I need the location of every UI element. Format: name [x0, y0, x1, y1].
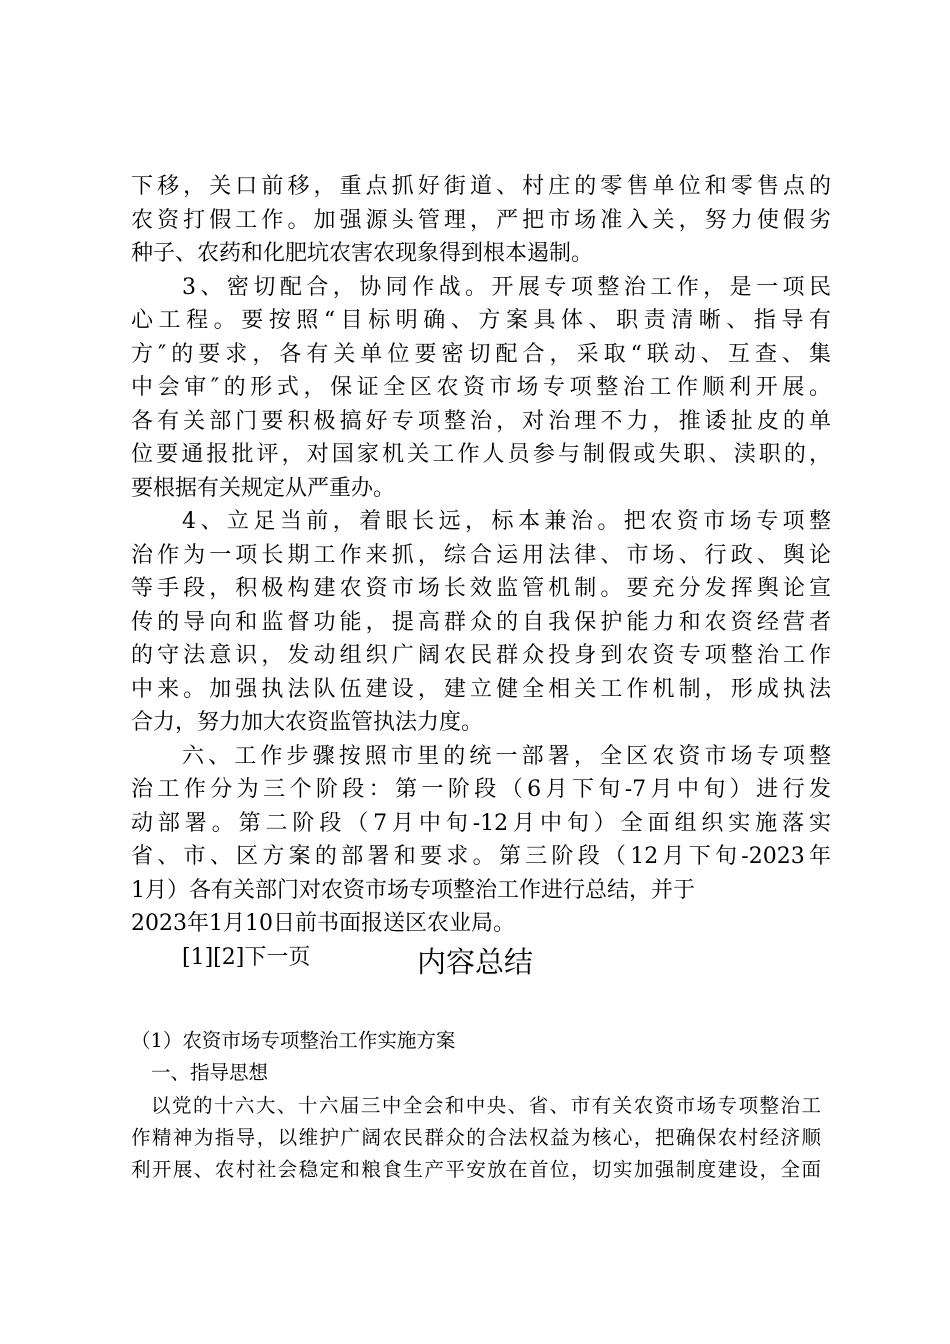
body-line: 等手段，积极构建农资市场长效监管机制。要充分发挥舆论宣 — [131, 576, 831, 601]
body-line: 种子、农药和化肥坑农害农现象得到根本遏制。 — [131, 241, 594, 266]
body-line: 3、密切配合，协同作战。开展专项整治工作，是一项民 — [182, 274, 831, 300]
summary-line: 以党的十六大、十六届三中全会和中央、省、市有关农资市场专项整治工 — [151, 1093, 821, 1117]
body-line: 治工作分为三个阶段：第一阶段（6月下旬-7月中旬）进行发 — [131, 777, 831, 802]
body-line: 的守法意识，发动组织广阔农民群众投身到农资专项整治工作 — [131, 643, 831, 668]
body-line: 1月）各有关部门对农资市场专项整治工作进行总结，并于 — [131, 877, 695, 903]
body-line: 要根据有关规定从严重办。 — [131, 475, 396, 501]
body-line: 治作为一项长期工作来抓，综合运用法律、市场、行政、舆论 — [131, 542, 831, 568]
body-line: 六、工作步骤按照市里的统一部署，全区农资市场专项整 — [182, 743, 831, 769]
body-text — [131, 170, 831, 974]
body-line: 4、立足当前，着眼长远，标本兼治。把农资市场专项整 — [182, 509, 831, 534]
body-line: 下移，关口前移，重点抓好街道、村庄的零售单位和零售点的 — [131, 174, 831, 199]
body-line: 中会审″的形式，保证全区农资市场专项整治工作顺利开展。 — [131, 375, 831, 400]
summary-line: 作精神为指导，以维护广阔农民群众的合法权益为核心，把确保农村经济顺 — [131, 1125, 821, 1149]
body-line: 位要通报批评，对国家机关工作人员参与制假或失职、渎职的， — [131, 442, 831, 467]
body-line: 2023年1月10日前书面报送区农业局。 — [131, 911, 515, 936]
summary-line: （1）农资市场专项整治工作实施方案 — [131, 1029, 456, 1052]
summary-text — [131, 1025, 821, 1186]
body-line: 省、市、区方案的部署和要求。第三阶段（12月下旬-2023年 — [131, 844, 831, 869]
body-line: 农资打假工作。加强源头管理，严把市场准入关，努力使假劣 — [131, 207, 831, 233]
body-line: 合力，努力加大农资监管执法力度。 — [131, 710, 484, 735]
body-line: 中来。加强执法队伍建设，建立健全相关工作机制，形成执法 — [131, 676, 831, 702]
pagination-links[interactable]: [1][2]下一页 — [182, 944, 311, 970]
summary-line: 利开展、农村社会稳定和粮食生产平安放在首位，切实加强制度建设，全面 — [131, 1158, 821, 1182]
body-line: 心工程。要按照“目标明确、方案具体、职责清晰、指导有 — [131, 308, 831, 333]
body-line: 动部署。第二阶段（7月中旬-12月中旬）全面组织实施落实 — [131, 810, 831, 836]
body-line: 各有关部门要积极搞好专项整治，对治理不力，推诿扯皮的单 — [131, 408, 831, 434]
summary-line: 一、指导思想 — [151, 1061, 269, 1085]
body-line: 方″的要求，各有关单位要密切配合，采取“联动、互查、集 — [131, 341, 831, 367]
body-line: 传的导向和监督功能，提高群众的自我保护能力和农资经营者 — [131, 609, 831, 635]
summary-title: 内容总结 — [416, 945, 533, 979]
